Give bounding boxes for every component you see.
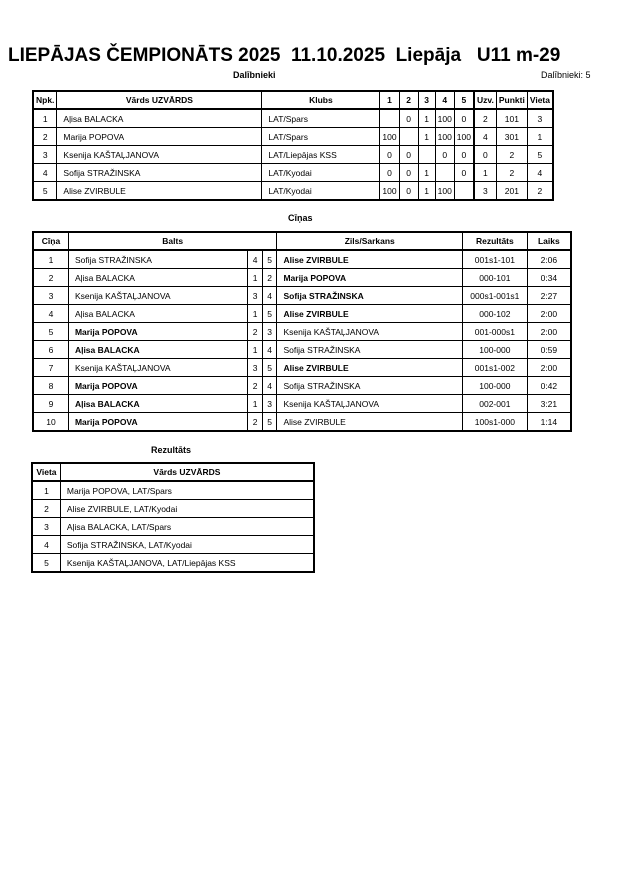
bout-number: 1 (33, 250, 68, 269)
result-name: Aļisa BALACKA, LAT/Spars (60, 518, 314, 536)
participant-score: 0 (399, 146, 418, 164)
bout-blue-npk: 4 (262, 341, 277, 359)
bouts-table (32, 231, 572, 432)
bout-result: 001-000s1 (463, 323, 528, 341)
participant-score: 1 (418, 128, 435, 146)
participant-points: 2 (496, 146, 527, 164)
bout-row (33, 341, 571, 359)
bout-result: 100s1-000 (463, 413, 528, 432)
result-place: 5 (32, 554, 60, 573)
participant-club: LAT/Liepājas KSS (262, 146, 380, 164)
bout-blue-name: Alise ZVIRBULE (277, 305, 463, 323)
page-title: LIEPĀJAS ČEMPIONĀTS 2025 11.10.2025 Liepāja U11 m-29 (8, 45, 561, 66)
bout-blue-name: Marija POPOVA (277, 269, 463, 287)
col-1: 1 (380, 91, 399, 109)
participant-club: LAT/Kyodai (262, 164, 380, 182)
col-5: 5 (454, 91, 474, 109)
bout-white-name: Marija POPOVA (68, 413, 247, 432)
participant-place: 5 (527, 146, 553, 164)
bout-white-npk: 1 (248, 269, 263, 287)
participant-wins: 1 (474, 164, 496, 182)
participant-wins: 0 (474, 146, 496, 164)
participant-wins: 4 (474, 128, 496, 146)
participant-score: 0 (399, 164, 418, 182)
participant-npk: 1 (33, 109, 57, 128)
participant-place: 1 (527, 128, 553, 146)
participant-score (380, 109, 399, 128)
result-row (32, 481, 314, 500)
bout-row (33, 250, 571, 269)
bout-result: 001s1-101 (463, 250, 528, 269)
col-time: Laiks (527, 232, 571, 250)
bout-blue-name: Alise ZVIRBULE (277, 359, 463, 377)
participant-score: 0 (399, 109, 418, 128)
participant-name: Sofija STRAŽINSKA (57, 164, 262, 182)
bout-blue-npk: 5 (262, 250, 277, 269)
bout-result: 000-102 (463, 305, 528, 323)
bout-number: 2 (33, 269, 68, 287)
result-name: Sofija STRAŽINSKA, LAT/Kyodai (60, 536, 314, 554)
col-white: Balts (68, 232, 277, 250)
bout-row (33, 413, 571, 432)
bout-number: 7 (33, 359, 68, 377)
result-name: Alise ZVIRBULE, LAT/Kyodai (60, 500, 314, 518)
bout-time: 2:06 (527, 250, 571, 269)
bout-white-npk: 4 (248, 250, 263, 269)
bout-blue-npk: 4 (262, 377, 277, 395)
participants-table (32, 90, 554, 201)
result-name: Ksenija KAŠTAĻJANOVA, LAT/Liepājas KSS (60, 554, 314, 573)
bouts-heading: Cīņas (288, 213, 313, 223)
participant-points: 201 (496, 182, 527, 201)
bout-result: 002-001 (463, 395, 528, 413)
participants-count: Dalībnieki: 5 (541, 70, 591, 80)
result-row (32, 536, 314, 554)
participant-score: 0 (380, 146, 399, 164)
result-row (32, 518, 314, 536)
bout-white-name: Aļisa BALACKA (68, 395, 247, 413)
col-points: Punkti (496, 91, 527, 109)
participant-club: LAT/Spars (262, 128, 380, 146)
participant-npk: 3 (33, 146, 57, 164)
bout-time: 0:42 (527, 377, 571, 395)
participant-club: LAT/Kyodai (262, 182, 380, 201)
result-row (32, 500, 314, 518)
bout-white-npk: 3 (248, 359, 263, 377)
participant-score: 0 (435, 146, 454, 164)
bout-row (33, 359, 571, 377)
bout-row (33, 269, 571, 287)
participant-score: 0 (454, 109, 474, 128)
col-3: 3 (418, 91, 435, 109)
bout-blue-name: Sofija STRAŽINSKA (277, 341, 463, 359)
bout-time: 2:00 (527, 359, 571, 377)
participant-name: Aļisa BALACKA (57, 109, 262, 128)
participant-points: 2 (496, 164, 527, 182)
participant-score: 1 (418, 182, 435, 201)
participant-score: 100 (380, 128, 399, 146)
col-bout: Cīņa (33, 232, 68, 250)
bout-blue-npk: 5 (262, 413, 277, 432)
bout-white-npk: 1 (248, 341, 263, 359)
col-name: Vārds UZVĀRDS (57, 91, 262, 109)
bout-white-npk: 2 (248, 413, 263, 432)
participant-club: LAT/Spars (262, 109, 380, 128)
results-table (31, 462, 315, 573)
bout-blue-name: Sofija STRAŽINSKA (277, 287, 463, 305)
participant-score: 0 (380, 164, 399, 182)
bout-blue-name: Ksenija KAŠTAĻJANOVA (277, 323, 463, 341)
col-2: 2 (399, 91, 418, 109)
participant-points: 101 (496, 109, 527, 128)
bout-white-npk: 2 (248, 377, 263, 395)
bout-blue-npk: 3 (262, 395, 277, 413)
bout-white-name: Marija POPOVA (68, 377, 247, 395)
result-place: 3 (32, 518, 60, 536)
participant-score: 0 (454, 146, 474, 164)
participant-wins: 3 (474, 182, 496, 201)
bout-blue-name: Ksenija KAŠTAĻJANOVA (277, 395, 463, 413)
bout-white-name: Ksenija KAŠTAĻJANOVA (68, 359, 247, 377)
bout-row (33, 305, 571, 323)
result-place: 4 (32, 536, 60, 554)
bout-number: 4 (33, 305, 68, 323)
bout-blue-npk: 5 (262, 305, 277, 323)
participant-score (399, 128, 418, 146)
bout-white-npk: 1 (248, 305, 263, 323)
participant-score (435, 164, 454, 182)
col-wins: Uzv. (474, 91, 496, 109)
bout-row (33, 287, 571, 305)
bout-white-npk: 3 (248, 287, 263, 305)
participant-place: 4 (527, 164, 553, 182)
bout-number: 3 (33, 287, 68, 305)
participant-points: 301 (496, 128, 527, 146)
participant-row (33, 164, 553, 182)
participant-score: 0 (454, 164, 474, 182)
participant-npk: 2 (33, 128, 57, 146)
participant-npk: 4 (33, 164, 57, 182)
result-place: 2 (32, 500, 60, 518)
participant-row (33, 146, 553, 164)
participant-name: Ksenija KAŠTAĻJANOVA (57, 146, 262, 164)
participant-score (418, 146, 435, 164)
bout-time: 0:59 (527, 341, 571, 359)
bout-result: 000-101 (463, 269, 528, 287)
bout-blue-name: Sofija STRAŽINSKA (277, 377, 463, 395)
participant-score: 1 (418, 164, 435, 182)
participant-score: 100 (435, 128, 454, 146)
bout-result: 001s1-002 (463, 359, 528, 377)
bout-white-npk: 1 (248, 395, 263, 413)
participant-name: Alise ZVIRBULE (57, 182, 262, 201)
bout-blue-npk: 4 (262, 287, 277, 305)
bout-white-name: Ksenija KAŠTAĻJANOVA (68, 287, 247, 305)
bout-time: 2:00 (527, 305, 571, 323)
bout-time: 2:27 (527, 287, 571, 305)
bout-blue-name: Alise ZVIRBULE (277, 250, 463, 269)
participant-place: 3 (527, 109, 553, 128)
participant-row (33, 128, 553, 146)
participant-score: 100 (380, 182, 399, 201)
result-name: Marija POPOVA, LAT/Spars (60, 481, 314, 500)
participant-score: 100 (435, 182, 454, 201)
bout-result: 100-000 (463, 377, 528, 395)
bout-number: 6 (33, 341, 68, 359)
col-result: Rezultāts (463, 232, 528, 250)
participant-name: Marija POPOVA (57, 128, 262, 146)
bout-blue-npk: 5 (262, 359, 277, 377)
bout-blue-name: Alise ZVIRBULE (277, 413, 463, 432)
participant-score: 1 (418, 109, 435, 128)
bout-time: 1:14 (527, 413, 571, 432)
bout-row (33, 377, 571, 395)
bout-time: 0:34 (527, 269, 571, 287)
result-row (32, 554, 314, 573)
bout-white-name: Aļisa BALACKA (68, 305, 247, 323)
participant-score: 0 (399, 182, 418, 201)
bout-white-npk: 2 (248, 323, 263, 341)
bout-time: 2:00 (527, 323, 571, 341)
bout-row (33, 395, 571, 413)
bout-number: 8 (33, 377, 68, 395)
bout-number: 9 (33, 395, 68, 413)
bout-row (33, 323, 571, 341)
bout-white-name: Sofija STRAŽINSKA (68, 250, 247, 269)
bout-blue-npk: 2 (262, 269, 277, 287)
col-club: Klubs (262, 91, 380, 109)
bout-number: 5 (33, 323, 68, 341)
bout-time: 3:21 (527, 395, 571, 413)
participant-score: 100 (454, 128, 474, 146)
bout-white-name: Aļisa BALACKA (68, 341, 247, 359)
col-place: Vieta (527, 91, 553, 109)
bout-number: 10 (33, 413, 68, 432)
bout-blue-npk: 3 (262, 323, 277, 341)
participant-wins: 2 (474, 109, 496, 128)
participants-heading: Dalībnieki (233, 70, 276, 80)
results-heading: Rezultāts (151, 445, 192, 455)
bout-white-name: Marija POPOVA (68, 323, 247, 341)
result-place: 1 (32, 481, 60, 500)
col-npk: Npk. (33, 91, 57, 109)
bout-result: 100-000 (463, 341, 528, 359)
participant-row (33, 109, 553, 128)
bout-white-name: Aļisa BALACKA (68, 269, 247, 287)
col-results-name: Vārds UZVĀRDS (60, 463, 314, 481)
participant-npk: 5 (33, 182, 57, 201)
participant-score: 100 (435, 109, 454, 128)
participant-score (454, 182, 474, 201)
col-blue: Zils/Sarkans (277, 232, 463, 250)
bout-result: 000s1-001s1 (463, 287, 528, 305)
participant-row (33, 182, 553, 201)
participant-place: 2 (527, 182, 553, 201)
col-results-place: Vieta (32, 463, 60, 481)
col-4: 4 (435, 91, 454, 109)
